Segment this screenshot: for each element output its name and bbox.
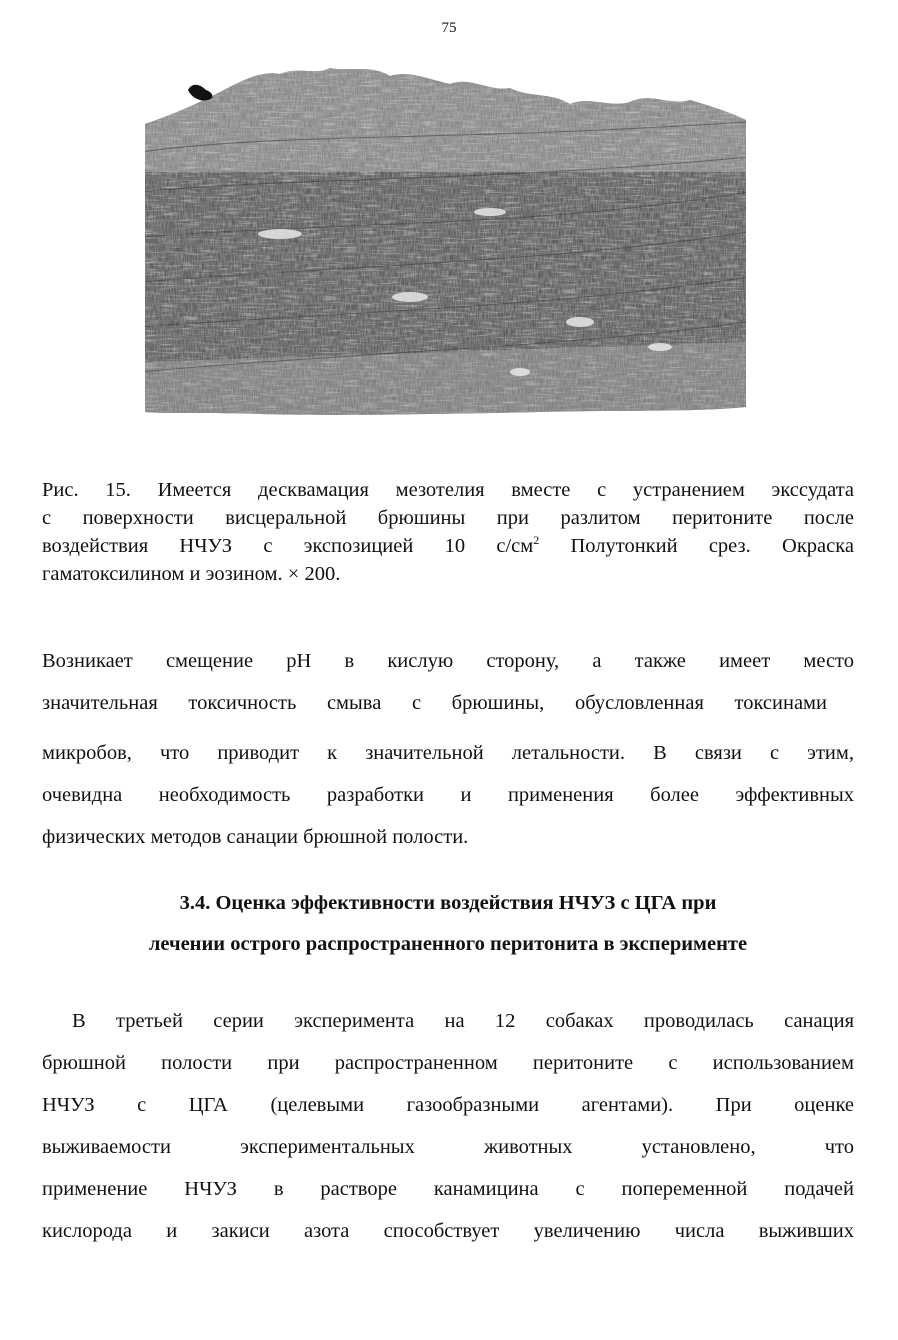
paragraph-line: физических методов санации брюшной полости.: [42, 826, 469, 848]
superscript: 2: [533, 533, 540, 548]
paragraph-line: выживаемости экспериментальных животных установлено, что: [42, 1136, 854, 1158]
caption-text: Полутонкий срез. Окраска: [539, 535, 854, 557]
paragraph-line: НЧУЗ с ЦГА (целевыми газообразными агентами). При оценке: [42, 1094, 854, 1116]
page-number: 75: [441, 20, 457, 36]
figure-caption: [42, 476, 854, 588]
paragraph-line: микробов, что приводит к значительной летальности. В связи с этим,: [42, 742, 854, 764]
caption-line: [42, 532, 854, 560]
paragraph-line: кислорода и закиси азота способствует увеличению числа выживших: [42, 1220, 854, 1242]
body-paragraph: [42, 1000, 854, 1252]
paragraph-text: В третьей серии эксперимента на 12 собаках проводилась санация: [72, 1010, 854, 1032]
paragraph-line: применение НЧУЗ в растворе канамицина с попеременной подачей: [42, 1178, 854, 1200]
paragraph-line: очевидна необходимость разработки и применения более эффективных: [42, 784, 854, 806]
caption-line: Рис. 15. Имеется десквамация мезотелия вместе с устранением экссудата: [42, 479, 854, 501]
histology-micrograph-image: [140, 62, 748, 420]
section-heading-line: лечении острого распространенного перитонита в эксперименте: [148, 933, 748, 955]
caption-line: гаматоксилином и эозином. × 200.: [42, 563, 341, 585]
paragraph-line: [42, 1000, 854, 1042]
figure-micrograph: [140, 62, 748, 420]
body-paragraph: [42, 640, 854, 858]
section-heading-line: 3.4. Оценка эффективности воздействия НЧУЗ с ЦГА при: [179, 892, 717, 914]
caption-text: воздействия НЧУЗ с экспозицией 10 с/см: [42, 535, 534, 557]
paragraph-line: Возникает смещение рН в кислую сторону, а также имеет место: [42, 650, 854, 672]
paragraph-line: значительная токсичность смыва с брюшины, обусловленная токсинами: [42, 692, 827, 714]
caption-line: с поверхности висцеральной брюшины при разлитом перитоните после: [42, 507, 854, 529]
paragraph-line: брюшной полости при распространенном перитоните с использованием: [42, 1052, 854, 1074]
